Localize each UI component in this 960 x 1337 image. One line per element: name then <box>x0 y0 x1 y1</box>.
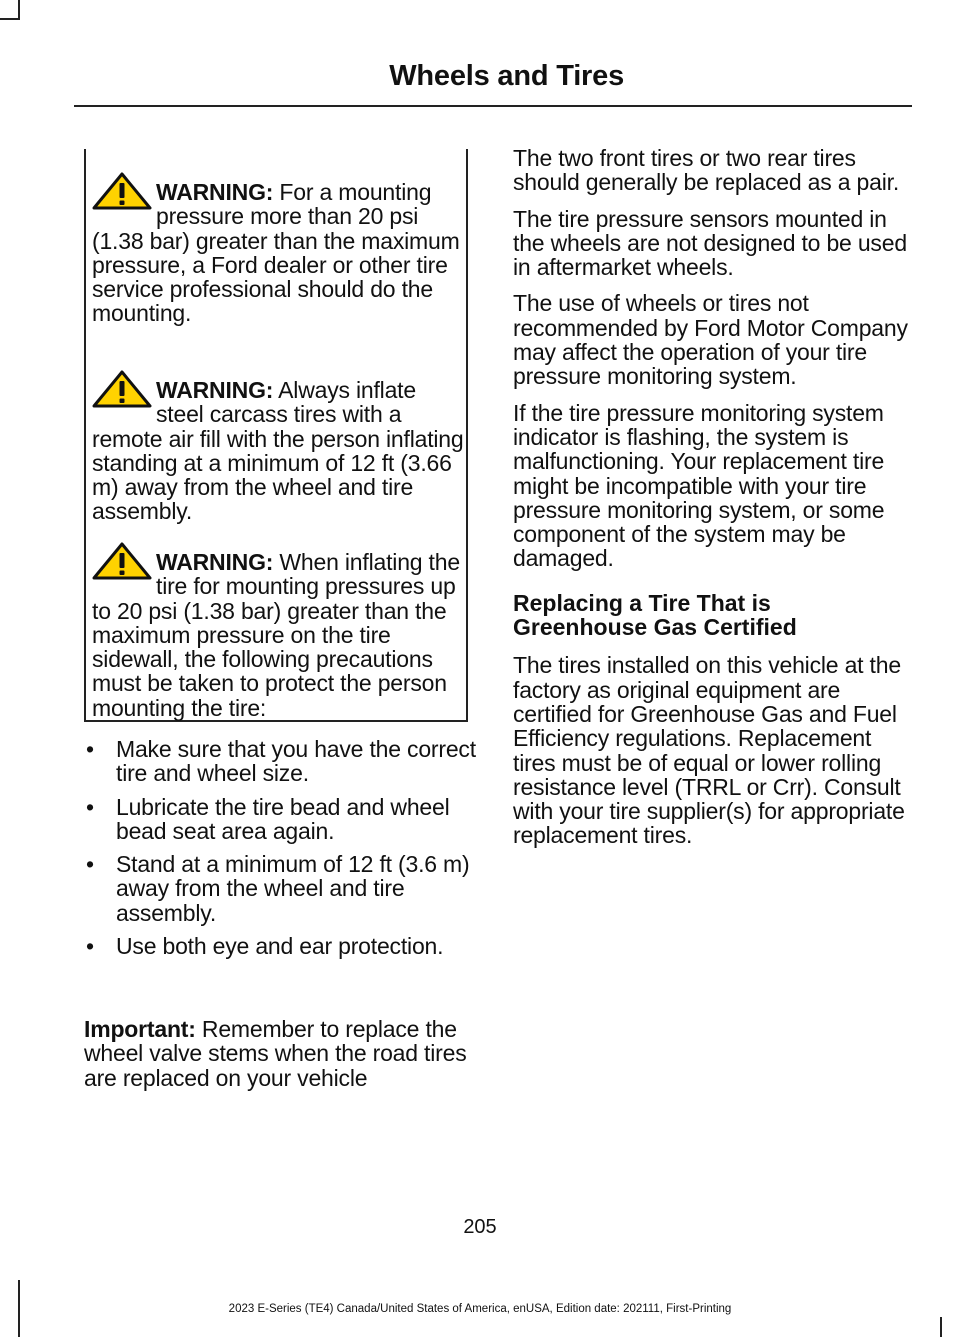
warning-1 <box>92 180 465 326</box>
warning-text: When inflating the tire for mounting pressures up to 20 psi (1.38 bar) greater than the maximum pressure on the tire sidewall, the following precautions must be taken to protect the person mounting the tire: <box>92 549 460 721</box>
right-column <box>513 146 908 860</box>
list-item-text: Use both eye and ear protection. <box>116 933 444 960</box>
warning-3 <box>92 550 465 720</box>
warning-text: Always inflate steel carcass tires with a remote air fill with the person inflating standing at a minimum of 12 ft (3.66 m) away from the wheel and tire assembly. <box>92 377 464 525</box>
list-item-text: Lubricate the tire bead and wheel bead seat area again. <box>116 793 450 844</box>
header-divider <box>74 105 912 107</box>
footer-text: 2023 E-Series (TE4) Canada/United States of America, enUSA, Edition date: 202111, First-Printing <box>228 1303 732 1315</box>
warning-keyword: WARNING: <box>156 377 274 403</box>
paragraph: The tire pressure sensors mounted in the wheels are not designed to be used in aftermarket wheels. <box>513 205 907 281</box>
list-item-text: Make sure that you have the correct tire and wheel size. <box>116 736 476 787</box>
crop-mark <box>18 0 20 20</box>
important-keyword: Important: <box>84 1016 196 1042</box>
crop-mark <box>940 1317 942 1337</box>
warning-keyword: WARNING: <box>156 549 274 575</box>
precaution-list <box>84 737 476 967</box>
warning-triangle-icon <box>92 542 152 580</box>
paragraph: The two front tires or two rear tires should generally be replaced as a pair. <box>513 145 900 196</box>
important-text: Remember to replace the wheel valve stems when the road tires are replaced on your vehicle <box>84 1016 467 1091</box>
list-item: • Use both eye and ear protection. <box>86 933 444 960</box>
page-number: 205 <box>463 1216 497 1238</box>
list-item: • Lubricate the tire bead and wheel bead seat area again. <box>86 793 450 844</box>
warning-triangle-icon <box>92 172 152 210</box>
list-item-text: Stand at a minimum of 12 ft (3.6 m) away from the wheel and tire assembly. <box>116 851 470 926</box>
warning-2 <box>92 378 465 524</box>
paragraph: The tires installed on this vehicle at the factory as original equipment are certified for Greenhouse Gas and Fuel Efficiency regulations. Replacement tires must be of equal or lower rolling resistance level (TRRL or Crr). Consult with your tire supplier(s) for appropriate replacement tires. <box>513 652 905 849</box>
paragraph: The use of wheels or tires not recommended by Ford Motor Company may affect the operation of your tire pressure monitoring system. <box>513 290 908 390</box>
warning-text: For a mounting pressure more than 20 psi (1.38 bar) greater than the maximum pressure, a Ford dealer or other tire service professional should do the mounting. <box>92 179 460 327</box>
warning-triangle-icon <box>92 370 152 408</box>
section-heading: Replacing a Tire That is Greenhouse Gas Certified <box>513 589 797 641</box>
paragraph: If the tire pressure monitoring system indicator is flashing, the system is malfunctioning. Your replacement tire might be incompatible with your tire pressure monitoring system, or some component of the system may be damaged. <box>513 399 885 572</box>
page-title: Wheels and Tires <box>389 60 624 92</box>
list-item: • Stand at a minimum of 12 ft (3.6 m) away from the wheel and tire assembly. <box>86 851 470 926</box>
important-note <box>84 1017 476 1090</box>
warning-keyword: WARNING: <box>156 179 274 205</box>
crop-mark <box>0 18 20 20</box>
list-item: • Make sure that you have the correct tire and wheel size. <box>86 736 476 787</box>
